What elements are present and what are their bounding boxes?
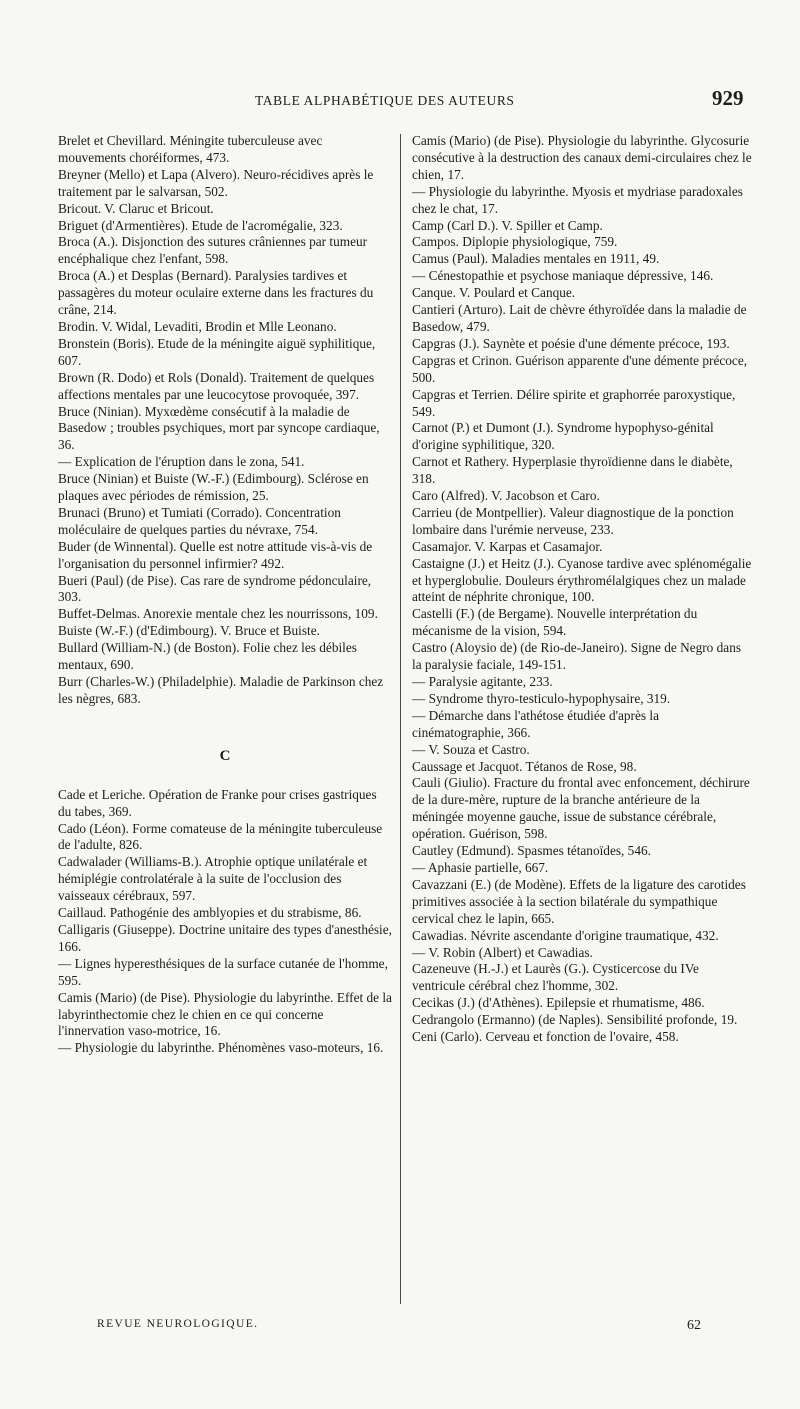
index-entry: Cawadias. Névrite ascendante d'origine traumatique, 432. xyxy=(412,927,719,943)
index-entry: — Physiologie du labyrinthe. Myosis et mydriase paradoxales chez le chat, 17. xyxy=(412,183,743,216)
index-entry: — Lignes hyperesthésiques de la surface cutanée de l'homme, 595. xyxy=(58,955,388,988)
index-entry: Capgras et Terrien. Délire spirite et graphorrée paroxystique, 549. xyxy=(412,386,736,419)
index-entry: Camis (Mario) (de Pise). Physiologie du labyrinthe. Effet de la labyrinthectomie chez le chien en ce qui concerne l'innervation vaso-motrice, 16. xyxy=(58,989,392,1039)
index-entry: Cautley (Edmund). Spasmes tétanoïdes, 546. xyxy=(412,843,651,859)
index-entry: Caussage et Jacquot. Tétanos de Rose, 98. xyxy=(412,758,637,774)
index-entry: Cedrangolo (Ermanno) (de Naples). Sensibilité profonde, 19. xyxy=(412,1012,738,1028)
index-entry: Brunaci (Bruno) et Tumiati (Corrado). Concentration moléculaire de quelques parties du névraxe, 754. xyxy=(58,504,341,537)
section-letter: C xyxy=(219,747,231,764)
index-entry: Camp (Carl D.). V. Spiller et Camp. xyxy=(412,217,603,233)
page-number: 929 xyxy=(712,86,744,110)
index-entry: — Démarche dans l'athétose étudiée d'après la cinématographie, 366. xyxy=(412,707,659,740)
index-entry: Ceni (Carlo). Cerveau et fonction de l'ovaire, 458. xyxy=(412,1029,679,1045)
index-entry: Castro (Aloysio de) (de Rio-de-Janeiro). Signe de Negro dans la paralysie faciale, 149-151. xyxy=(412,640,742,673)
index-entry: Bricout. V. Claruc et Bricout. xyxy=(58,200,214,216)
index-entry: — Physiologie du labyrinthe. Phénomènes vaso-moteurs, 16. xyxy=(58,1040,384,1056)
index-entry: Bronstein (Boris). Etude de la méningite aiguë syphilitique, 607. xyxy=(58,335,376,368)
index-entry: Brelet et Chevillard. Méningite tuberculeuse avec mouvements choréiformes, 473. xyxy=(58,133,323,165)
index-entry: Breyner (Mello) et Lapa (Alvero). Neuro-récidives après le traitement par le salvarsan, 502. xyxy=(58,166,374,199)
index-entry: Carnot (P.) et Dumont (J.). Syndrome hypophyso-génital d'origine syphilitique, 320. xyxy=(412,420,714,453)
column-divider xyxy=(400,134,401,1304)
index-entry: Cado (Léon). Forme comateuse de la méningite tuberculeuse de l'adulte, 826. xyxy=(58,820,383,853)
index-entry: Buffet-Delmas. Anorexie mentale chez les nourrissons, 109. xyxy=(58,606,378,622)
index-entry: Cauli (Giulio). Fracture du frontal avec enfoncement, déchirure de la dure-mère, rupture de la branche antérieure de la méningée moyenne gauche, issue de substance cérébrale, opération. Guérison, 598. xyxy=(412,775,750,842)
index-entry: Canque. V. Poulard et Canque. xyxy=(412,285,576,301)
index-entry: Cade et Leriche. Opération de Franke pour crises gastriques du tabes, 369. xyxy=(58,786,377,819)
index-entry: Briguet (d'Armentières). Etude de l'acromégalie, 323. xyxy=(58,217,343,233)
index-entry: — Paralysie agitante, 233. xyxy=(412,674,553,689)
index-entry: Cazeneuve (H.-J.) et Laurès (G.). Cysticercose du IVe ventricule cérébral chez l'homme, 302. xyxy=(412,961,699,994)
index-entry: Buder (de Winnental). Quelle est notre attitude vis-à-vis de l'organisation du personnel infirmier? 492. xyxy=(58,538,373,571)
index-entry: Bueri (Paul) (de Pise). Cas rare de syndrome pédonculaire, 303. xyxy=(58,572,372,605)
index-entry: Burr (Charles-W.) (Philadelphie). Maladie de Parkinson chez les nègres, 683. xyxy=(58,674,384,706)
index-entry: Castelli (F.) (de Bergame). Nouvelle interprétation du mécanisme de la vision, 594. xyxy=(412,606,698,639)
index-entry: Cadwalader (Williams-B.). Atrophie optique unilatérale et hémiplégie controlatérale à la suite de l'occlusion des vaisseaux cérébraux, 597. xyxy=(58,854,368,904)
index-entry: Cavazzani (E.) (de Modène). Effets de la ligature des carotides primitives associée à la section bilatérale du sympathique cervical chez le lapin, 665. xyxy=(412,876,746,926)
index-entry: Campos. Diplopie physiologique, 759. xyxy=(412,234,618,250)
index-entry: Brodin. V. Widal, Levaditi, Brodin et Mlle Leonano. xyxy=(58,318,337,334)
index-entry: Capgras (J.). Saynète et poésie d'une démente précoce, 193. xyxy=(412,335,730,351)
left-column-b-entries xyxy=(58,133,392,708)
footer-journal: REVUE NEUROLOGIQUE. xyxy=(97,1318,259,1330)
index-entry: Capgras et Crinon. Guérison apparente d'une démente précoce, 500. xyxy=(412,352,748,385)
index-entry: — Cénestopathie et psychose maniaque dépressive, 146. xyxy=(412,268,714,284)
left-column-c-entries xyxy=(58,787,392,1058)
right-column-entries xyxy=(412,133,752,1046)
index-entry: Brown (R. Dodo) et Rols (Donald). Traitement de quelques affections mentales par une leucocytose provoquée, 397. xyxy=(58,369,375,402)
index-entry: Camus (Paul). Maladies mentales en 1911, 49. xyxy=(412,251,660,267)
index-entry: Caillaud. Pathogénie des amblyopies et du strabisme, 86. xyxy=(58,905,362,921)
index-entry: — Syndrome thyro-testiculo-hypophysaire, 319. xyxy=(412,690,671,706)
index-entry: Calligaris (Giuseppe). Doctrine unitaire des types d'anesthésie, 166. xyxy=(58,921,392,954)
right-column xyxy=(412,133,752,1046)
index-entry: Casamajor. V. Karpas et Casamajor. xyxy=(412,538,603,554)
index-entry: Caro (Alfred). V. Jacobson et Caro. xyxy=(412,488,600,504)
index-entry: Cecikas (J.) (d'Athènes). Epilepsie et rhumatisme, 486. xyxy=(412,995,705,1011)
index-entry: Bullard (William-N.) (de Boston). Folie chez les débiles mentaux, 690. xyxy=(58,640,357,673)
index-entry: Castaigne (J.) et Heitz (J.). Cyanose tardive avec splénomégalie et hyperglobulie. Douleurs érythromélalgiques chez un malade atteint de néphrite chronique, 100. xyxy=(412,555,752,605)
index-entry: Buiste (W.-F.) (d'Edimbourg). V. Bruce et Buiste. xyxy=(58,623,320,639)
index-entry: Bruce (Ninian). Myxœdème consécutif à la maladie de Basedow ; troubles psychiques, mort par syncope cardiaque, 36. xyxy=(58,403,380,453)
footer-sheet-number: 62 xyxy=(687,1318,701,1333)
index-entry: — V. Souza et Castro. xyxy=(412,741,530,757)
left-column xyxy=(58,133,392,1057)
index-entry: Camis (Mario) (de Pise). Physiologie du labyrinthe. Glycosurie consécutive à la destruction des canaux demi-circulaires chez le chien, 17. xyxy=(412,133,752,182)
index-entry: Broca (A.) et Desplas (Bernard). Paralysies tardives et passagères du moteur oculaire externe dans les fractures du crâne, 214. xyxy=(58,268,374,318)
index-entry: Cantieri (Arturo). Lait de chèvre éthyroïdée dans la maladie de Basedow, 479. xyxy=(412,302,747,334)
page-header-title: TABLE ALPHABÉTIQUE DES AUTEURS xyxy=(255,93,515,108)
index-entry: Carnot et Rathery. Hyperplasie thyroïdienne dans le diabète, 318. xyxy=(412,454,733,487)
index-entry: Broca (A.). Disjonction des sutures crâniennes par tumeur encéphalique chez l'enfant, 598. xyxy=(58,234,368,267)
index-entry: — V. Robin (Albert) et Cawadias. xyxy=(412,944,593,960)
index-entry: Bruce (Ninian) et Buiste (W.-F.) (Edimbourg). Sclérose en plaques avec périodes de rémission, 25. xyxy=(58,471,369,504)
index-entry: — Aphasie partielle, 667. xyxy=(412,859,549,875)
index-entry: — Explication de l'éruption dans le zona, 541. xyxy=(58,454,305,470)
index-entry: Carrieu (de Montpellier). Valeur diagnostique de la ponction lombaire dans l'urémie nerveuse, 233. xyxy=(412,504,734,537)
